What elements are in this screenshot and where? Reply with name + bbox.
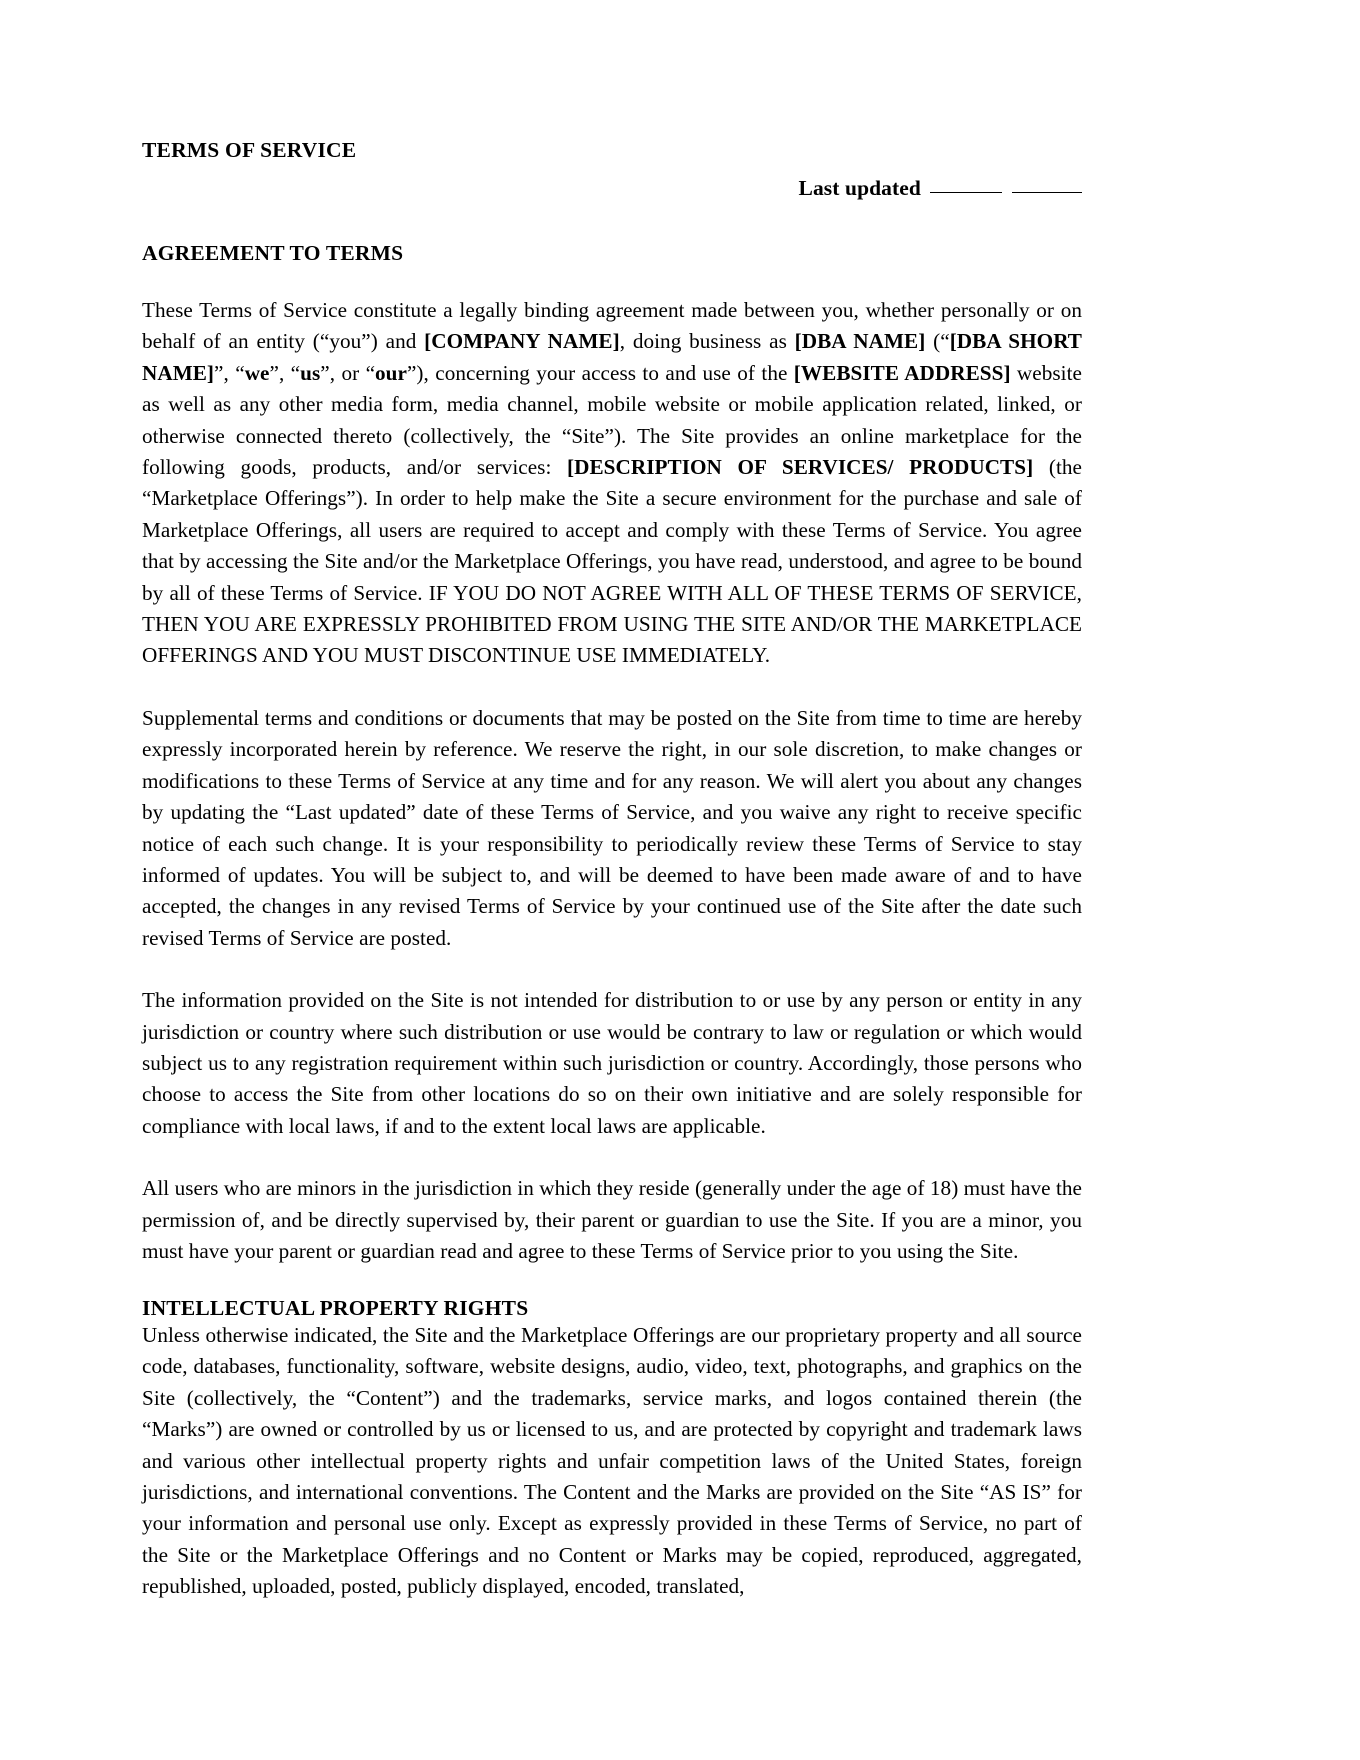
spacer: [142, 210, 1082, 243]
spacer: [142, 1142, 1082, 1173]
section-heading: INTELLECTUAL PROPERTY RIGHTS: [142, 1296, 529, 1321]
text-run: The information provided on the Site is not intended for distribution to or use by any person or entity in any jurisdiction or country where such distribution or use would be contrary to law or regulation or which would subject us to any registration requirement within such jurisdiction or country. Accordingly, those persons who choose to access the Site from other locations do so on their own initiative and are solely responsible for compliance with local laws, if and to the extent local laws are applicable.: [142, 988, 1082, 1138]
spacer: [142, 264, 1082, 295]
text-run: These Terms of Service constitute a legally binding agreement made between you, whether personally or on behalf of an entity (“you”) and: [142, 298, 1082, 354]
last-updated-blank-1[interactable]: [930, 192, 1002, 193]
section-heading: AGREEMENT TO TERMS: [142, 240, 404, 265]
placeholder-field: [DBA NAME]: [794, 329, 926, 354]
placeholder-field: us: [300, 360, 321, 385]
text-run: , doing business as: [619, 329, 795, 354]
text-run: All users who are minors in the jurisdiction in which they reside (generally under the age of 18) must have the permission of, and be directly supervised by, their parent or guardian to use the Site. If you are a minor, you must have your parent or guardian read and agree to these Terms of Service prior to you using the Site.: [142, 1176, 1082, 1263]
text-run: ”, or “: [320, 360, 376, 385]
placeholder-field: our: [375, 360, 407, 385]
spacer: [142, 1267, 1082, 1298]
paragraph: [142, 985, 1082, 1142]
document-body: [142, 240, 1083, 1603]
paragraph: [142, 1320, 1082, 1603]
placeholder-field: [DESCRIPTION OF SERVICES/ PRODUCTS]: [567, 455, 1034, 480]
last-updated-label: Last updated: [798, 175, 921, 200]
placeholder-field: [DBA SHORT NAME]: [142, 329, 1082, 385]
last-updated-field: [799, 176, 1082, 201]
placeholder-field: [COMPANY NAME]: [424, 329, 620, 354]
page-title: TERMS OF SERVICE: [142, 138, 357, 162]
placeholder-field: we: [244, 360, 270, 385]
spacer: [142, 672, 1082, 703]
spacer: [142, 954, 1082, 985]
paragraph: [142, 703, 1082, 954]
paragraph: [142, 295, 1082, 672]
text-run: Supplemental terms and conditions or documents that may be posted on the Site from time to time are hereby expressly incorporated herein by reference. We reserve the right, in our sole discretion, to make changes or modifications to these Terms of Service at any time and for any reason. We will alert you about any changes by updating the “Last updated” date of these Terms of Service, and you waive any right to receive specific notice of each such change. It is your responsibility to periodically review these Terms of Service to stay informed of updates. You will be subject to, and will be deemed to have been made aware of and to have accepted, the changes in any revised Terms of Service by your continued use of the Site after the date such revised Terms of Service are posted.: [142, 705, 1082, 950]
text-run: ”, “: [269, 360, 301, 385]
text-run: ”), concerning your access to and use of the: [406, 360, 794, 385]
text-run: (the “Marketplace Offerings”). In order to help make the Site a secure environment for the purchase and sale of Marketplace Offerings, all users are required to accept and comply with these Terms of Service. You agree that by accessing the Site and/or the Marketplace Offerings, you have read, understood, and agree to be bound by all of these Terms of Service. IF YOU DO NOT AGREE WITH ALL OF THESE TERMS OF SERVICE, THEN YOU ARE EXPRESSLY PROHIBITED FROM USING THE SITE AND/OR THE MARKETPLACE OFFERINGS AND YOU MUST DISCONTINUE USE IMMEDIATELY.: [142, 455, 1082, 668]
last-updated-row: [142, 176, 1082, 210]
text-run: (“: [925, 329, 950, 354]
text-run: Unless otherwise indicated, the Site and the Marketplace Offerings are our proprietary property and all source code, databases, functionality, software, website designs, audio, video, text, photographs, and graphics on the Site (collectively, the “Content”) and the trademarks, service marks, and logos contained therein (the “Marks”) are owned or controlled by us or licensed to us, and are protected by copyright and trademark laws and various other intellectual property rights and unfair competition laws of the United States, foreign jurisdictions, and international conventions. The Content and the Marks are provided on the Site “AS IS” for your information and personal use only. Except as expressly provided in these Terms of Service, no part of the Site or the Marketplace Offerings and no Content or Marks may be copied, reproduced, aggregated, republished, uploaded, posted, publicly displayed, encoded, translated,: [142, 1322, 1082, 1599]
placeholder-field: [WEBSITE ADDRESS]: [793, 360, 1011, 385]
text-run: ”, “: [214, 360, 245, 385]
text-run: website as well as any other media form, media channel, mobile website or mobile application related, linked, or otherwise connected thereto (collectively, the “Site”). The Site provides an online marketplace for the following goods, products, and/or services:: [142, 360, 1083, 480]
paragraph: [142, 1173, 1082, 1267]
last-updated-blank-2[interactable]: [1012, 192, 1082, 193]
